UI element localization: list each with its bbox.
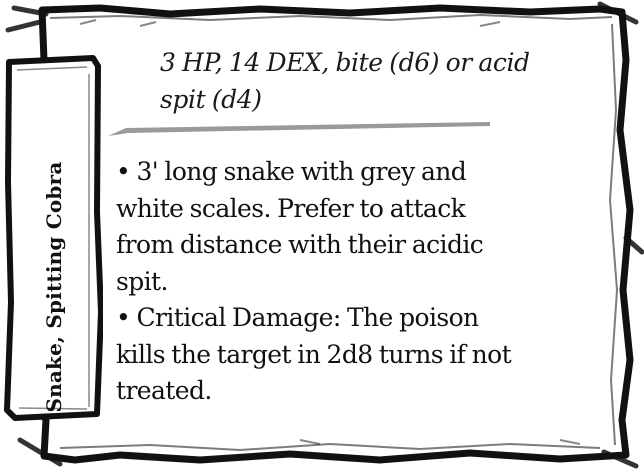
- divider-line: [106, 118, 492, 140]
- description-bullet: • 3' long snake with grey and white scales. Prefer to attack from distance with their acidic spit.: [116, 157, 484, 296]
- stat-block: [160, 44, 600, 118]
- critical-damage-bullet: • Critical Damage: The poison kills the target in 2d8 turns if not treated.: [116, 303, 512, 405]
- description: [116, 154, 516, 410]
- monster-name: Snake, Spitting Cobra: [42, 161, 66, 413]
- name-tab: [3, 52, 103, 422]
- stat-line-1: 3 HP, 14 DEX, bite (d6) or acid: [160, 48, 530, 77]
- stat-line-2: spit (d4): [160, 85, 262, 114]
